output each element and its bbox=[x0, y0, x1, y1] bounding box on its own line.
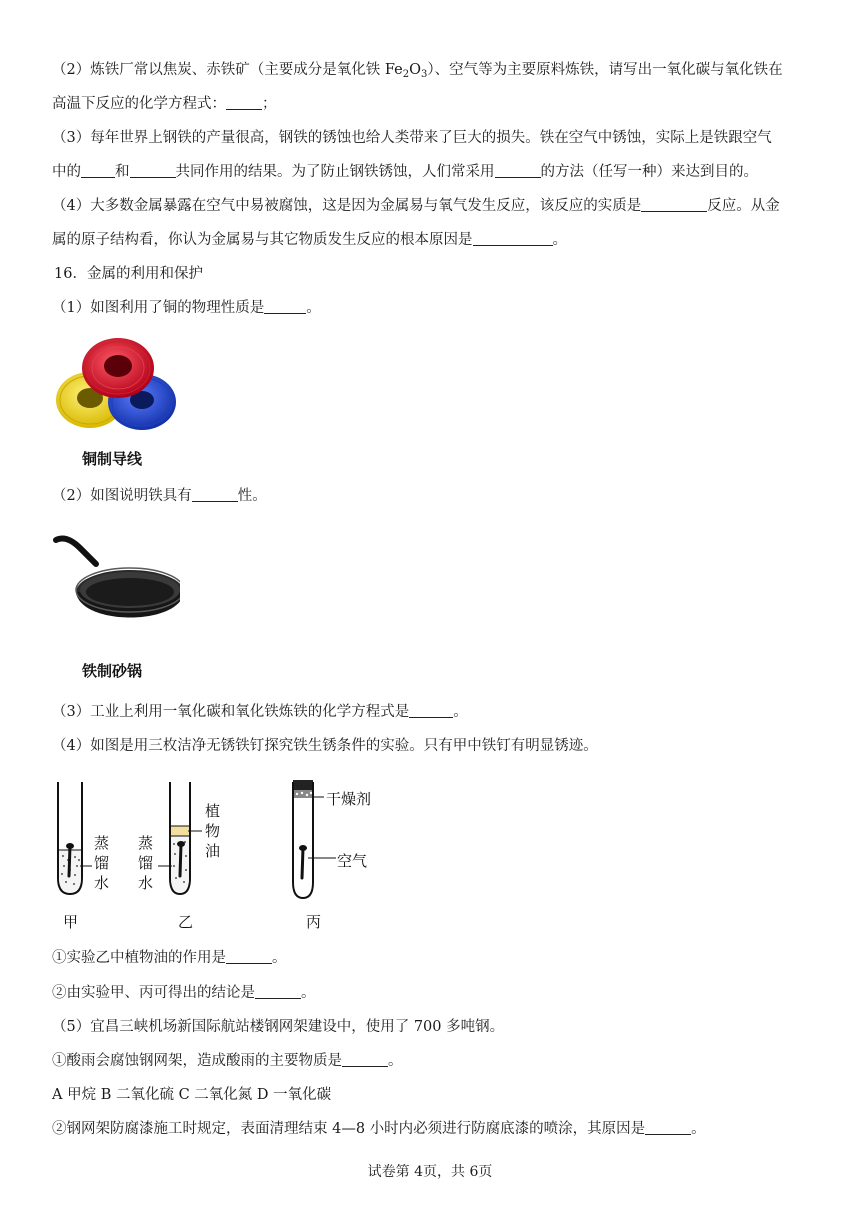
answer-blank[interactable] bbox=[495, 163, 541, 178]
answer-blank[interactable] bbox=[473, 231, 553, 246]
svg-text:植: 植 bbox=[205, 802, 221, 820]
copper-wire-image bbox=[54, 332, 180, 438]
answer-blank[interactable] bbox=[226, 95, 262, 110]
wire-caption: 铜制导线 bbox=[82, 450, 143, 468]
pan-caption: 铁制砂锅 bbox=[82, 662, 143, 680]
q15-part2-line1: （2）炼铁厂常以焦炭、赤铁矿（主要成分是氧化铁 $Fe_2O_3$）、空气等为主要原料炼铁，请写出一氧化碳与氧化铁在 bbox=[52, 62, 783, 80]
answer-blank[interactable] bbox=[255, 984, 301, 999]
q16-part4: （4）如图是用三枚洁净无锈铁钉探究铁生锈条件的实验。只有甲中铁钉有明显锈迹。 bbox=[52, 738, 598, 754]
q15-part2-line2: 高温下反应的化学方程式： ； bbox=[52, 96, 277, 112]
svg-text:水: 水 bbox=[138, 874, 154, 892]
answer-blank[interactable] bbox=[409, 703, 453, 718]
svg-text:蒸: 蒸 bbox=[138, 834, 154, 852]
label-air: 空气 bbox=[337, 852, 368, 870]
q16-c4: ②钢网架防腐漆施工时规定，表面清理结束 4—8 小时内必须进行防腐底漆的喷涂，其原因是 。 bbox=[52, 1121, 706, 1137]
q16-part3: （3）工业上利用一氧化碳和氧化铁炼铁的化学方程式是 。 bbox=[52, 704, 468, 720]
label-oil bbox=[205, 802, 220, 860]
svg-text:物: 物 bbox=[205, 822, 221, 840]
svg-text:馏: 馏 bbox=[94, 854, 110, 872]
svg-text:蒸: 蒸 bbox=[94, 834, 110, 852]
answer-blank[interactable] bbox=[645, 1120, 691, 1135]
answer-blank[interactable] bbox=[81, 163, 115, 178]
svg-text:油: 油 bbox=[205, 842, 221, 860]
q15-part4-line2: 属的原子结构看，你认为金属易与其它物质发生反应的根本原因是 。 bbox=[52, 232, 567, 248]
q16-part5: （5）宜昌三峡机场新国际航站楼钢网架建设中，使用了 700 多吨钢。 bbox=[52, 1019, 505, 1035]
tube-yi bbox=[158, 782, 202, 894]
answer-blank[interactable] bbox=[641, 197, 707, 212]
answer-blank[interactable] bbox=[130, 163, 176, 178]
label-desiccant: 干燥剂 bbox=[326, 790, 372, 808]
q15-part3-line1: （3）每年世界上钢铁的产量很高，钢铁的锈蚀也给人类带来了巨大的损失。铁在空气中锈蚀，实际上是铁跟空气 bbox=[52, 130, 772, 146]
label-water-jia bbox=[94, 834, 109, 892]
iron-wok-image bbox=[50, 534, 180, 646]
svg-text:水: 水 bbox=[94, 874, 110, 892]
label-yi: 乙 bbox=[178, 913, 194, 931]
q16-part1: （1）如图利用了铜的物理性质是 。 bbox=[52, 300, 321, 316]
answer-blank[interactable] bbox=[226, 949, 272, 964]
page-footer: 试卷第 4页，共 6页 bbox=[367, 1164, 493, 1180]
answer-blank[interactable] bbox=[342, 1052, 388, 1067]
svg-text:馏: 馏 bbox=[138, 854, 154, 872]
q16-c3: ①酸雨会腐蚀钢网架，造成酸雨的主要物质是 。 bbox=[52, 1053, 403, 1069]
answer-blank[interactable] bbox=[192, 487, 238, 502]
q16-options: A 甲烷 B 二氧化硫 C 二氧化氮 D 一氧化碳 bbox=[52, 1087, 332, 1103]
label-water-yi bbox=[138, 834, 153, 892]
q16-c1: ①实验乙中植物油的作用是 。 bbox=[52, 950, 287, 966]
label-jia: 甲 bbox=[63, 913, 79, 931]
test-tube-diagram bbox=[50, 774, 390, 938]
q16-part2: （2）如图说明铁具有 性。 bbox=[52, 488, 267, 504]
q15-part3-line2: 中的 和 共同作用的结果。为了防止钢铁锈蚀，人们常采用 的方法（任写一种）来达到目的。 bbox=[52, 164, 758, 180]
tube-jia bbox=[58, 782, 92, 894]
q15-part4-line1: （4）大多数金属暴露在空气中易被腐蚀，这是因为金属易与氧气发生反应，该反应的实质是 反应。从金 bbox=[52, 198, 780, 214]
q16-c2: ②由实验甲、丙可得出的结论是 。 bbox=[52, 985, 316, 1001]
q16-title: 16．金属的利用和保护 bbox=[54, 266, 203, 282]
label-bing: 丙 bbox=[306, 913, 322, 931]
red-coil bbox=[82, 338, 154, 398]
answer-blank[interactable] bbox=[264, 299, 306, 314]
